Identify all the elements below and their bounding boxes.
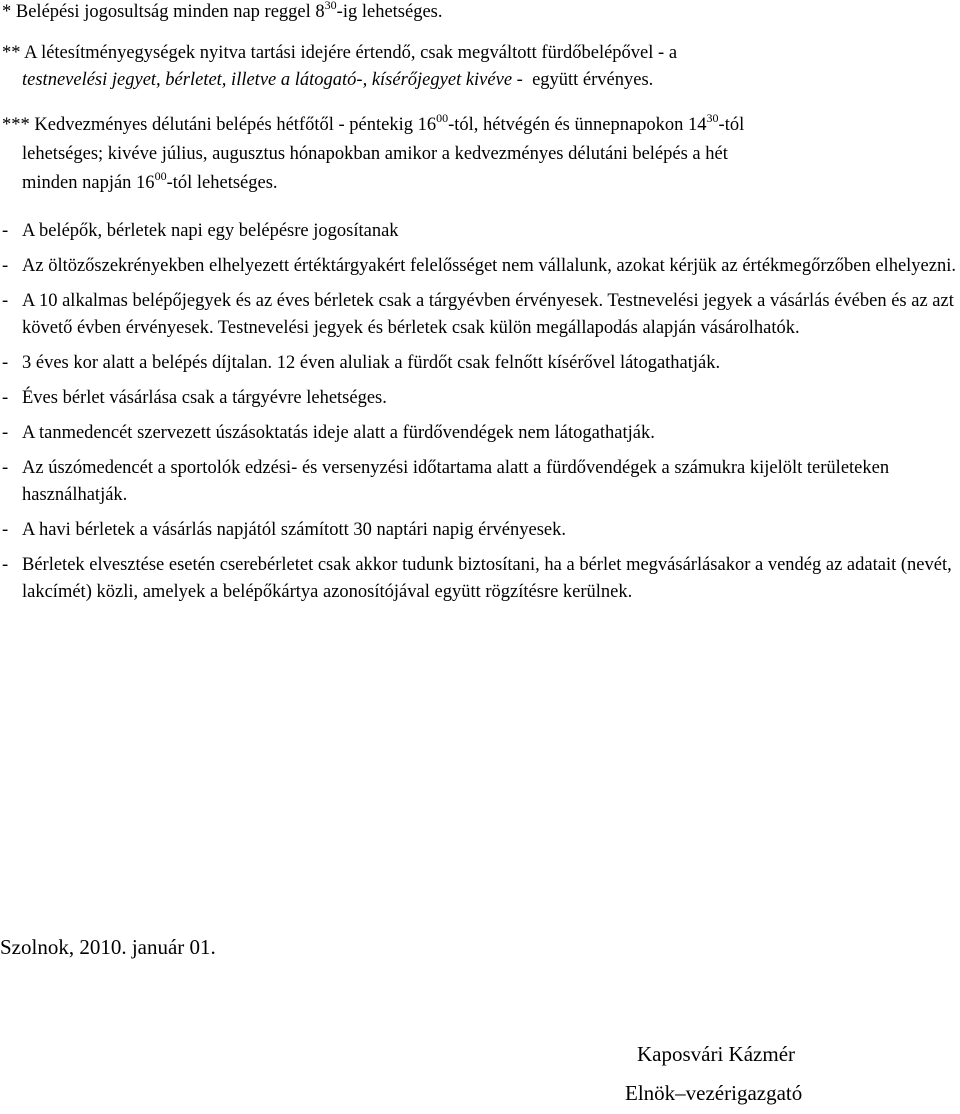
footnote-3 xyxy=(2,111,952,198)
rule-item xyxy=(2,552,957,606)
footnote-3-superscript-1: 00 xyxy=(436,111,449,125)
rule-text: A 10 alkalmas belépőjegyek és az éves bérletek csak a tárgyévben érvényesek. Testnevelési jegyek a vásárlás évében és az azt követő évben érvényesek. Testnevelési jegyek és bérletek csak külön megállapodás alapján vásárolhatók. xyxy=(22,291,954,338)
rule-text: Az úszómedencét a sportolók edzési- és versenyzési időtartama alatt a fürdővendégek a számukra kijelölt területeken használhatják. xyxy=(22,458,890,505)
footnote-2-rest: együtt érvényes. xyxy=(522,70,654,90)
rule-dash: - xyxy=(2,555,9,575)
rule-item xyxy=(2,288,957,342)
footnote-3-text-line3a: minden napján 16 xyxy=(22,173,155,193)
rules-list xyxy=(2,218,957,614)
footnote-2-line2 xyxy=(2,67,952,94)
rule-text: Az öltözőszekrényekben elhelyezett értéktárgyakért felelősséget nem vállalunk, azokat kérjük az értékmegőrzőben elhelyezni. xyxy=(22,256,956,276)
rule-dash: - xyxy=(2,291,9,311)
rule-dash: - xyxy=(2,256,9,276)
rule-dash: - xyxy=(2,423,9,443)
rule-text: 3 éves kor alatt a belépés díjtalan. 12 éven aluliak a fürdőt csak felnőtt kísérővel látogathatják. xyxy=(22,353,721,373)
rule-item xyxy=(2,517,957,544)
footnote-1-superscript: 30 xyxy=(324,0,337,12)
footnote-1 xyxy=(2,2,443,23)
rule-text: A tanmedencét szervezett úszásoktatás ideje alatt a fürdővendégek nem látogathatják. xyxy=(22,423,655,443)
footnote-3-text-b: -tól, hétvégén és ünnepnapokon 14 xyxy=(448,115,707,135)
rule-item xyxy=(2,350,957,377)
rule-item xyxy=(2,455,957,509)
rule-item xyxy=(2,218,957,245)
rule-item xyxy=(2,385,957,412)
footnote-3-text-a: *** Kedvezményes délutáni belépés hétfőtől - péntekig 16 xyxy=(2,115,437,135)
rule-item xyxy=(2,420,957,447)
footnote-3-line2: lehetséges; kivéve július, augusztus hónapokban amikor a kedvezményes délutáni belépés a hét xyxy=(22,144,728,164)
place-date: Szolnok, 2010. január 01. xyxy=(0,935,216,959)
rule-dash: - xyxy=(2,353,9,373)
rule-text: Bérletek elvesztése esetén cserebérletet csak akkor tudunk biztosítani, ha a bérlet megvásárlásakor a vendég az adatait (nevét, lakcímét) közli, amelyek a belépőkártya azonosítójával együtt rögzítésre kerülnek. xyxy=(22,555,952,602)
rule-dash: - xyxy=(2,221,9,241)
signer-name: Kaposvári Kázmér xyxy=(637,1042,796,1066)
rule-item xyxy=(2,253,957,280)
footnote-3-text-line3b: -tól lehetséges. xyxy=(166,173,278,193)
footnote-3-line1 xyxy=(2,111,745,135)
footnote-3-line3 xyxy=(2,169,952,198)
rule-dash: - xyxy=(2,520,9,540)
footnote-2 xyxy=(2,40,952,94)
footnote-3-superscript-3: 00 xyxy=(154,169,167,183)
rule-text: Éves bérlet vásárlása csak a tárgyévre lehetséges. xyxy=(22,388,387,408)
rule-text: A havi bérletek a vásárlás napjától számított 30 naptári napig érvényesek. xyxy=(22,520,567,540)
signer-title: Elnök–vezérigazgató xyxy=(625,1081,803,1105)
footnote-3-superscript-2: 30 xyxy=(706,111,719,125)
rule-dash: - xyxy=(2,458,9,478)
footnote-2-italic: testnevelési jegyet, bérletet, illetve a látogató-, kísérőjegyet kivéve - xyxy=(22,70,523,90)
rule-dash: - xyxy=(2,388,9,408)
footnote-3-text-c: -tól xyxy=(718,115,745,135)
footnote-1-suffix: -ig lehetséges. xyxy=(336,2,443,22)
footnote-1-prefix: * Belépési jogosultság minden nap reggel 8 xyxy=(2,2,325,22)
rule-text: A belépők, bérletek napi egy belépésre jogosítanak xyxy=(22,221,399,241)
footnote-2-line1: ** A létesítményegységek nyitva tartási idejére értendő, csak megváltott fürdőbelépővel - a xyxy=(2,43,678,63)
